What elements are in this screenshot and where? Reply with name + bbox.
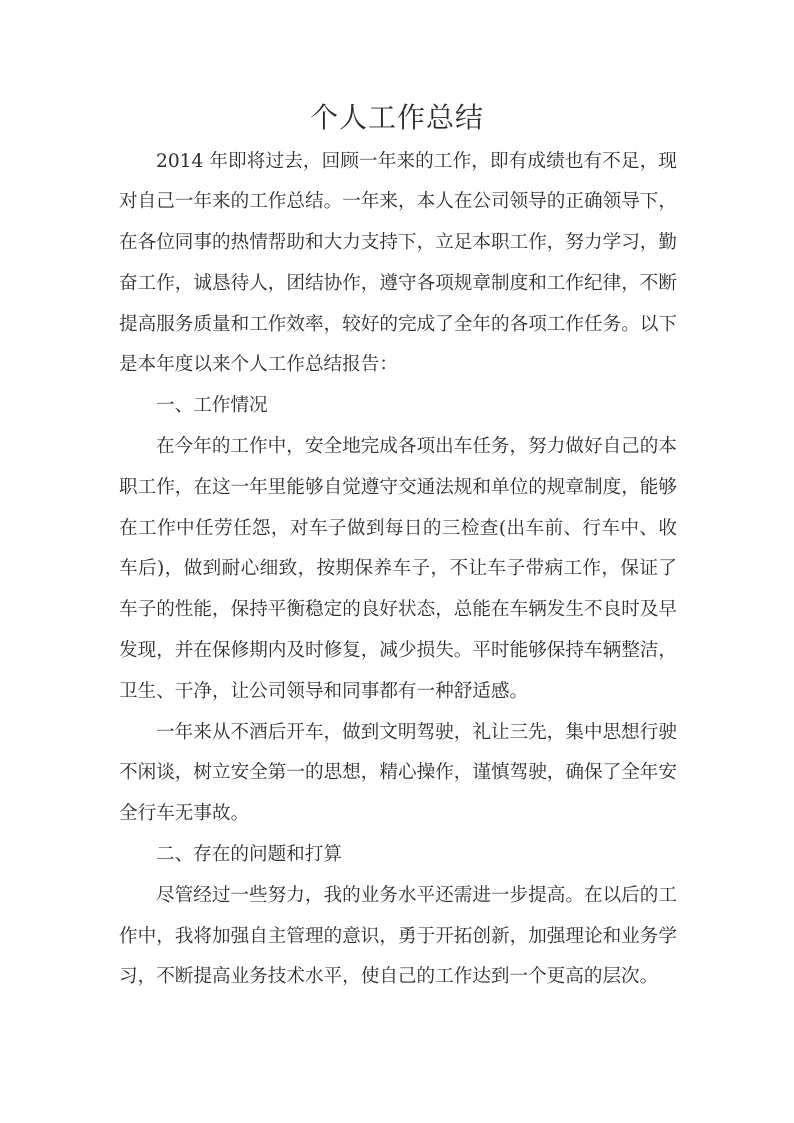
text-line: 2014 年即将过去，回顾一年来的工作，即有成绩也有不足，现 xyxy=(156,150,677,172)
paragraph xyxy=(119,142,677,387)
text-line: 在各位同事的热情帮助和大力支持下，立足本职工作，努力学习，勤 xyxy=(119,232,677,254)
text-line: 习，不断提高业务技术水平，使自己的工作达到一个更高的层次。 xyxy=(119,966,659,988)
text-line: 是本年度以来个人工作总结报告： xyxy=(119,354,398,376)
paragraph xyxy=(119,713,677,835)
text-line: 二、存在的问题和打算 xyxy=(156,844,342,866)
text-line: 在今年的工作中，安全地完成各项出车任务，努力做好自己的本 xyxy=(156,436,677,458)
section-heading xyxy=(119,835,677,876)
text-line: 不闲谈，树立安全第一的思想，精心操作，谨慎驾驶，确保了全年安 xyxy=(119,762,677,784)
text-line: 职工作，在这一年里能够自觉遵守交通法规和单位的规章制度，能够 xyxy=(119,476,677,498)
text-line: 一年来从不酒后开车，做到文明驾驶，礼让三先，集中思想行驶 xyxy=(156,721,677,743)
text-line: 尽管经过一些努力，我的业务水平还需进一步提高。在以后的工 xyxy=(156,884,677,906)
text-line: 对自己一年来的工作总结。一年来，本人在公司领导的正确领导下， xyxy=(119,191,677,213)
text-line: 车后)，做到耐心细致，按期保养车子，不让车子带病工作，保证了 xyxy=(119,558,677,580)
section-heading xyxy=(119,386,677,427)
text-line: 全行车无事故。 xyxy=(119,803,250,825)
paragraph xyxy=(119,427,677,713)
text-line: 卫生、干净，让公司领导和同事都有一种舒适感。 xyxy=(119,680,529,702)
text-line: 一、工作情况 xyxy=(156,395,268,417)
text-line: 奋工作，诚恳待人，团结协作，遵守各项规章制度和工作纪律，不断 xyxy=(119,272,677,294)
document-title: 个人工作总结 xyxy=(309,101,484,134)
paragraph xyxy=(119,876,677,998)
text-line: 车子的性能，保持平衡稳定的良好状态，总能在车辆发生不良时及早 xyxy=(119,599,677,621)
document-body xyxy=(119,142,677,999)
text-line: 在工作中任劳任怨，对车子做到每日的三检查(出车前、行车中、收 xyxy=(119,517,677,539)
text-line: 作中，我将加强自主管理的意识，勇于开拓创新，加强理论和业务学 xyxy=(119,925,677,947)
text-line: 发现，并在保修期内及时修复，减少损失。平时能够保持车辆整洁， xyxy=(119,640,677,662)
text-line: 提高服务质量和工作效率，较好的完成了全年的各项工作任务。以下 xyxy=(119,313,677,335)
